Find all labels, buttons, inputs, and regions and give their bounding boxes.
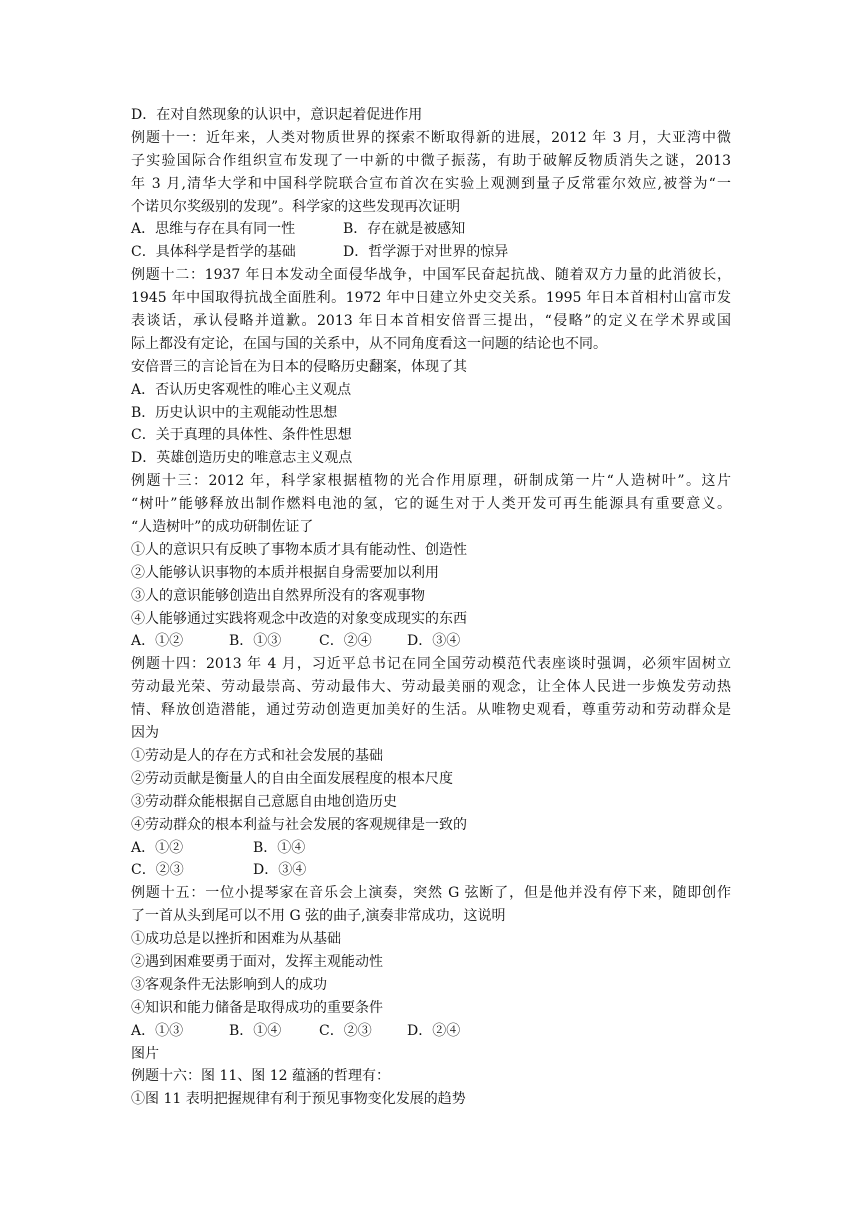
q14-option-b: B．①④ [253, 839, 306, 856]
q15-option-b: B．①④ [229, 1022, 282, 1039]
q11-option-b: B．存在就是被感知 [343, 221, 466, 238]
q13-option-d: D．③④ [407, 633, 461, 650]
image-placeholder-label: 图片 [131, 1045, 159, 1062]
q13-statement-3: ③人的意识能够创造出自然界所没有的客观事物 [131, 587, 425, 604]
q15-statement-3: ③客观条件无法影响到人的成功 [131, 976, 327, 993]
q13-text-line-3: “人造树叶”的成功研制佐证了 [131, 519, 314, 536]
q14-options-row-1 [131, 837, 731, 860]
q12-option-c: C．关于真理的具体性、条件性思想 [131, 427, 352, 444]
q15-statement-2: ②遇到困难要勇于面对，发挥主观能动性 [131, 953, 383, 970]
q15-option-a: A．①③ [131, 1022, 184, 1039]
q14-option-c: C．②③ [131, 862, 184, 879]
q14-option-d: D．③④ [253, 862, 307, 879]
q13-options [131, 630, 731, 653]
q14-options-row-2 [131, 859, 731, 882]
q15-text-line-2: 了一首从头到尾可以不用 G 弦的曲子,演奏非常成功，这说明 [131, 908, 506, 925]
q14-statement-1: ①劳动是人的存在方式和社会发展的基础 [131, 747, 383, 764]
q11-text-line-3: 年 3 月,清华大学和中国科学院联合宣布首次在实验上观测到量子反常霍尔效应,被誉为“一 [131, 175, 731, 192]
q12-text-line-1: 例题十二：1937 年日本发动全面侵华战争，中国军民奋起抗战、随着双方力量的此消彼长， [131, 267, 731, 284]
q15-option-d: D．②④ [407, 1022, 461, 1039]
q12-text-line-5: 安倍晋三的言论旨在为日本的侵略历史翻案，体现了其 [131, 358, 467, 375]
q11-options-row-1 [131, 218, 731, 241]
q12-text-line-2: 1945 年中国取得抗战全面胜利。1972 年中日建立外史交关系。1995 年日本首相村山富市发 [131, 290, 731, 307]
q14-statement-4: ④劳动群众的根本利益与社会发展的客观规律是一致的 [131, 816, 467, 833]
q14-option-a: A．①② [131, 839, 184, 856]
q14-text-line-2: 劳动最光荣、劳动最崇高、劳动最伟大、劳动最美丽的观念，让全体人民进一步焕发劳动热 [131, 679, 731, 696]
q14-statement-3: ③劳动群众能根据自己意愿自由地创造历史 [131, 793, 397, 810]
q15-statement-4: ④知识和能力储备是取得成功的重要条件 [131, 999, 383, 1016]
q13-statement-2: ②人能够认识事物的本质并根据自身需要加以利用 [131, 564, 439, 581]
q15-text-line-1: 例题十五：一位小提琴家在音乐会上演奏，突然 G 弦断了，但是他并没有停下来，随即创作 [131, 885, 731, 902]
document-page [131, 104, 731, 1111]
q15-statement-1: ①成功总是以挫折和困难为从基础 [131, 931, 341, 948]
q14-statement-2: ②劳动贡献是衡量人的自由全面发展程度的根本尺度 [131, 770, 453, 787]
q12-option-a: A．否认历史客观性的唯心主义观点 [131, 381, 352, 398]
q13-statement-4: ④人能够通过实践将观念中改造的对象变成现实的东西 [131, 610, 467, 627]
q11-text-line-2: 子实验国际合作组织宣布发现了一中新的中微子振荡，有助于破解反物质消失之谜，2013 [131, 152, 731, 169]
q13-text-line-1: 例题十三：2012 年，科学家根据植物的光合作用原理，研制成第一片“人造树叶”。这片 [131, 473, 731, 490]
q15-option-c: C．②③ [319, 1022, 372, 1039]
q13-option-b: B．①③ [229, 633, 282, 650]
q11-option-d: D．哲学源于对世界的惊异 [343, 244, 509, 261]
q14-text-line-1: 例题十四：2013 年 4 月，习近平总书记在同全国劳动模范代表座谈时强调，必须牢固树立 [131, 656, 731, 673]
q12-text-line-3: 表谈话，承认侵略并道歉。2013 年日本首相安倍晋三提出，“侵略”的定义在学术界或国 [131, 313, 731, 330]
q14-text-line-4: 因为 [131, 725, 159, 742]
q13-option-a: A．①② [131, 633, 184, 650]
q11-option-c: C．具体科学是哲学的基础 [131, 244, 296, 261]
q14-text-line-3: 情、释放创造潜能，通过劳动创造更加美好的生活。从唯物史观看，尊重劳动和劳动群众是 [131, 702, 731, 719]
q15-options [131, 1020, 731, 1043]
q12-option-d: D．英雄创造历史的唯意志主义观点 [131, 450, 353, 467]
q11-options-row-2 [131, 241, 731, 264]
q13-option-c: C．②④ [319, 633, 372, 650]
q11-text-line-1: 例题十一：近年来，人类对物质世界的探索不断取得新的进展，2012 年 3 月，大亚湾中微 [131, 129, 731, 146]
q13-statement-1: ①人的意识只有反映了事物本质才具有能动性、创造性 [131, 541, 467, 558]
q10-option-d: D．在对自然现象的认识中，意识起着促进作用 [131, 107, 423, 123]
q11-option-a: A．思维与存在具有同一性 [131, 221, 296, 238]
q12-text-line-4: 际上都没有定论，在国与国的关系中，从不同角度看这一问题的结论也不同。 [131, 335, 607, 352]
q16-text-line-1: 例题十六：图 11、图 12 蕴涵的哲理有： [131, 1068, 390, 1085]
q16-statement-1: ①图 11 表明把握规律有利于预见事物变化发展的趋势 [131, 1091, 466, 1108]
q13-text-line-2: “树叶”能够释放出制作燃料电池的氢，它的诞生对于人类开发可再生能源具有重要意义。 [131, 496, 731, 513]
q12-option-b: B．历史认识中的主观能动性思想 [131, 404, 338, 421]
q11-text-line-4: 个诺贝尔奖级别的发现”。科学家的这些发现再次证明 [131, 198, 461, 215]
